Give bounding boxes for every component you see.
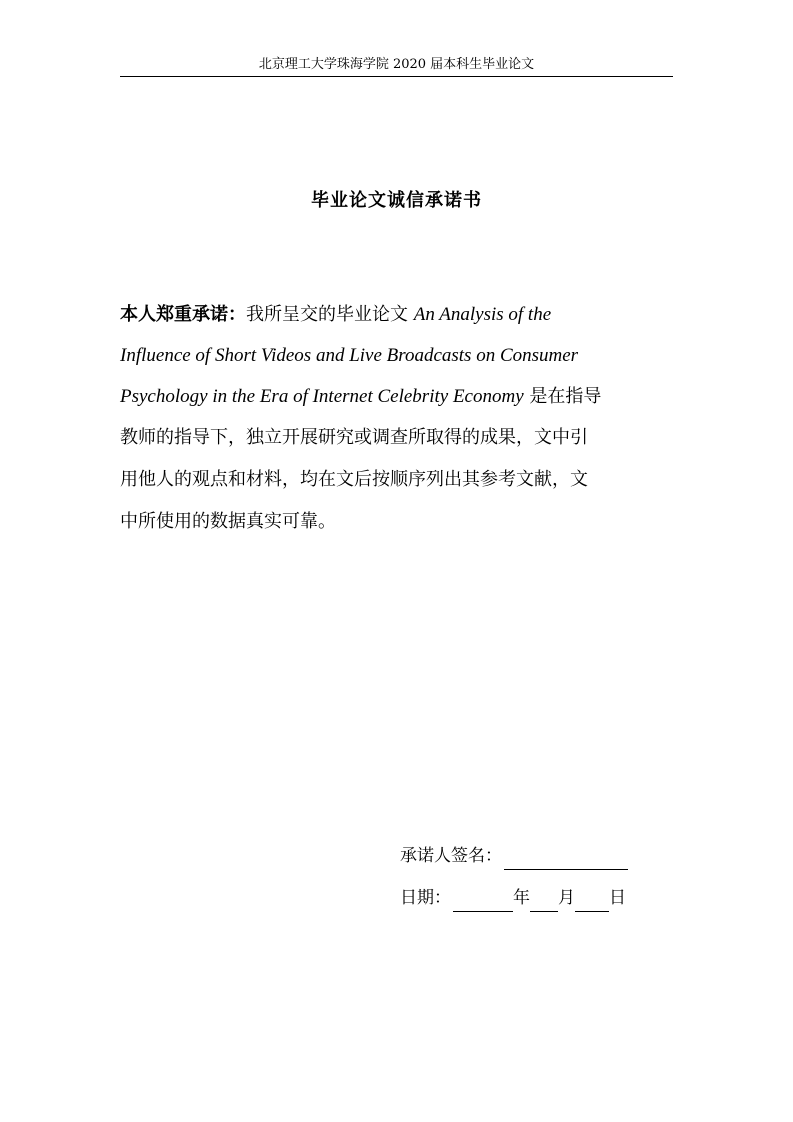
pledge-lead: 本人郑重承诺： [120, 304, 246, 325]
page-title: 毕业论文诚信承诺书 [311, 190, 482, 211]
pledge-line-4: 教师的指导下，独立开展研究或调查所取得的成果，文中引 [120, 427, 588, 448]
running-header: 北京理工大学珠海学院 2020 届本科生毕业论文 [258, 57, 535, 72]
header-rule [120, 76, 673, 77]
date-row [400, 884, 626, 912]
year-label: 年 [513, 888, 530, 908]
signature-row [400, 842, 628, 870]
month-field[interactable] [530, 891, 558, 912]
year-field[interactable] [453, 891, 513, 912]
thesis-title-part-3: Psychology in the Era of Internet Celebrity Economy [120, 386, 524, 407]
day-field[interactable] [575, 891, 609, 912]
month-label: 月 [558, 888, 575, 908]
signature-field[interactable] [504, 849, 628, 870]
pledge-line-2 [120, 342, 578, 370]
signer-label: 承诺人签名： [400, 846, 502, 866]
pledge-line-1 [120, 301, 551, 329]
day-label: 日 [609, 888, 626, 908]
pledge-line-5: 用他人的观点和材料，均在文后按顺序列出其参考文献，文 [120, 469, 588, 490]
date-label: 日期： [400, 888, 451, 908]
pledge-line-6: 中所使用的数据真实可靠。 [120, 511, 336, 532]
thesis-title-part-1: An Analysis of the [413, 304, 552, 325]
thesis-title-part-2: Influence of Short Videos and Live Broadcasts on Consumer [120, 345, 579, 366]
pledge-line-1-text: 我所呈交的毕业论文 [246, 304, 408, 325]
pledge-line-3-text: 是在指导 [529, 386, 602, 407]
pledge-line-3 [120, 383, 601, 411]
